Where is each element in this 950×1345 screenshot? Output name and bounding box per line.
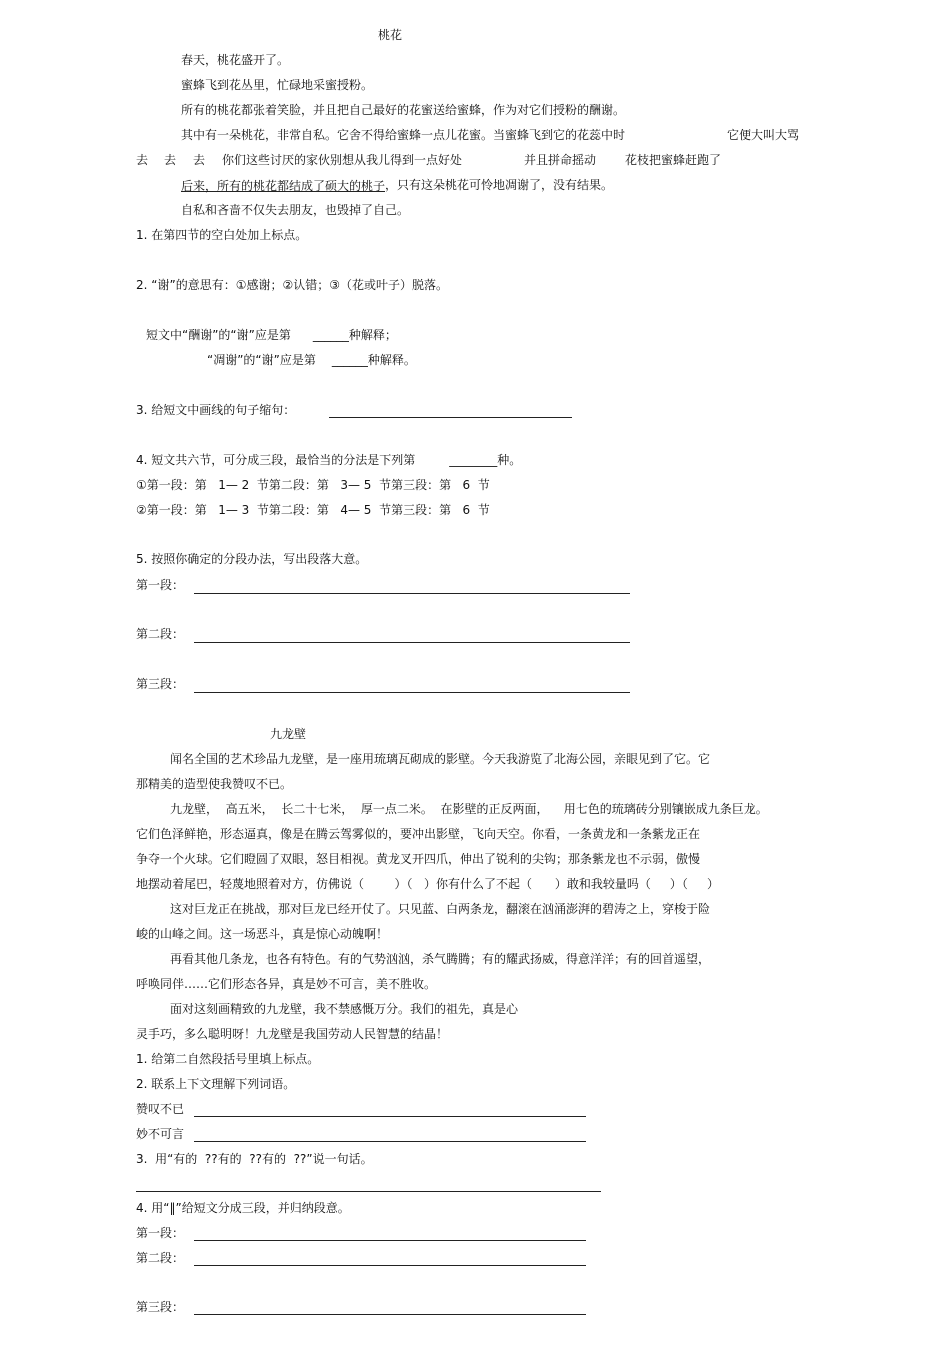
- passage1-para4-chase: 花枝把蜜蜂赶跑了: [625, 153, 722, 167]
- passage1-title: 桃花: [378, 28, 403, 42]
- p1-seg3-label: 第三段：: [136, 677, 185, 691]
- passage1-para4-word-qu3: 去: [193, 153, 206, 167]
- passage1-para4-word-qu2: 去: [164, 153, 177, 167]
- q2a-blank[interactable]: ______: [312, 328, 349, 342]
- q2b-prompt: “凋谢”的“谢”应是第: [207, 353, 316, 367]
- q2a-prompt: 短文中“酬谢”的“谢”应是第: [146, 328, 291, 342]
- passage2-title: 九龙壁: [270, 727, 307, 741]
- passage2-para2-line2: 它们色泽鲜艳，形态逼真，像是在腾云驾雾似的，要冲出影壁，飞向天空。你看，一条黄龙和一条紫龙正在: [136, 827, 701, 841]
- p2-seg2-line[interactable]: [194, 1265, 586, 1266]
- p1-question-2: 2. “谢”的意思有：①感谢；②认错；③（花或叶子）脱落。: [136, 278, 448, 292]
- p2-q3-answer-line[interactable]: [136, 1191, 601, 1192]
- passage1-para6: 自私和吝啬不仅失去朋友，也毁掉了自己。: [181, 203, 410, 217]
- q2-word-2-line[interactable]: [194, 1141, 586, 1142]
- passage2-para2-line1: 九龙壁， 高五米， 长二十七米， 厚一点二米。 在影壁的正反两面， 用七色的琉璃砖分别镶嵌成九条巨龙。: [170, 802, 768, 816]
- p2-seg1-label: 第一段：: [136, 1226, 185, 1240]
- passage2-para3-line1: 这对巨龙正在挑战，那对巨龙已经开仗了。只见蓝、白两条龙，翻滚在汹涌澎湃的碧涛之上，穿梭于险: [170, 902, 711, 916]
- q3-answer-line[interactable]: [329, 417, 572, 418]
- q2b-suffix: 种解释。: [367, 353, 416, 367]
- passage1-para4-line1-end: 它便大叫大骂: [727, 128, 800, 142]
- p2-question-2: 2. 联系上下文理解下列词语。: [136, 1077, 296, 1091]
- passage1-para2: 蜜蜂飞到花丛里，忙碌地采蜜授粉。: [181, 78, 374, 92]
- p1-question-1: 1. 在第四节的空白处加上标点。: [136, 228, 308, 242]
- q2-word-1: 赞叹不已: [136, 1102, 185, 1116]
- p2-question-4: 4. 用“‖”给短文分成三段，并归纳段意。: [136, 1201, 350, 1215]
- passage1-para4-speech: 你们这些讨厌的家伙别想从我儿得到一点好处: [222, 153, 463, 167]
- passage1-para5-rest: ，只有这朵桃花可怜地凋谢了，没有结果。: [385, 178, 614, 192]
- passage2-para2-line3: 争夺一个火球。它们瞪圆了双眼，怒目相视。黄龙叉开四爪，伸出了锐利的尖钩；那条紫龙也不示弱，傲慢: [136, 852, 701, 866]
- passage2-para1-line1: 闻名全国的艺术珍品九龙壁，是一座用琉璃瓦砌成的影壁。今天我游览了北海公园，亲眼见到了它。它: [170, 752, 711, 766]
- passage1-para4-shake: 并且拼命摇动: [524, 153, 597, 167]
- passage1-para3: 所有的桃花都张着笑脸，并且把自己最好的花蜜送给蜜蜂，作为对它们授粉的酬谢。: [181, 103, 626, 117]
- passage2-para3-line2: 峻的山峰之间。这一场恶斗，真是惊心动魄啊！: [136, 927, 389, 941]
- q4-option-2: ②第一段：第 1— 3 节第二段：第 4— 5 节第三段：第 6 节: [136, 503, 490, 517]
- p2-seg3-line[interactable]: [194, 1314, 586, 1315]
- p1-question-3: 3. 给短文中画线的句子缩句：: [136, 403, 296, 417]
- passage2-para1-line2: 那精美的造型使我赞叹不已。: [136, 777, 293, 791]
- q2-word-2: 妙不可言: [136, 1127, 185, 1141]
- p1-seg3-line[interactable]: [194, 692, 630, 693]
- passage1-para5: [181, 178, 613, 192]
- p1-seg2-line[interactable]: [194, 642, 630, 643]
- p1-seg1-label: 第一段：: [136, 578, 185, 592]
- q2b-blank[interactable]: ______: [331, 353, 368, 367]
- q4-suffix: 种。: [497, 453, 522, 467]
- q2a-suffix: 种解释；: [348, 328, 397, 342]
- passage2-para4-line1: 再看其他几条龙，也各有特色。有的气势汹汹，杀气腾腾；有的耀武扬威，得意洋洋；有的回首遥望，: [170, 952, 711, 966]
- passage2-para4-line2: 呼唤同伴……它们形态各异，真是妙不可言，美不胜收。: [136, 977, 437, 991]
- q4-blank[interactable]: ________: [449, 453, 498, 467]
- underlined-sentence: 后来，所有的桃花都结成了硕大的桃子: [181, 179, 386, 193]
- p2-question-1: 1. 给第二自然段括号里填上标点。: [136, 1052, 320, 1066]
- p1-seg2-label: 第二段：: [136, 627, 185, 641]
- passage1-para4-word-qu1: 去: [136, 153, 149, 167]
- p1-seg1-line[interactable]: [194, 593, 630, 594]
- p2-seg3-label: 第三段：: [136, 1300, 185, 1314]
- q2-word-1-line[interactable]: [194, 1116, 586, 1117]
- passage2-para5-line2: 灵手巧，多么聪明呀！九龙壁是我国劳动人民智慧的结晶！: [136, 1027, 449, 1041]
- passage2-para5-line1: 面对这刻画精致的九龙壁，我不禁感慨万分。我们的祖先，真是心: [170, 1002, 519, 1016]
- q4-prompt: 4. 短文共六节，可分成三段，最恰当的分法是下列第: [136, 453, 416, 467]
- p2-seg1-line[interactable]: [194, 1240, 586, 1241]
- p1-question-2a: [146, 328, 397, 342]
- p1-question-5: 5. 按照你确定的分段办法，写出段落大意。: [136, 552, 368, 566]
- passage2-para2-line4: 地摆动着尾巴，轻蔑地照着对方，仿佛说（ ）（ ）你有什么了不起（ ）敢和我较量吗（ ）（ ）: [136, 877, 719, 891]
- p2-question-3: 3. 用“有的 ??有的 ??有的 ??”说一句话。: [136, 1152, 373, 1166]
- p1-question-4: [136, 453, 521, 467]
- q4-option-1: ①第一段：第 1— 2 节第二段：第 3— 5 节第三段：第 6 节: [136, 478, 490, 492]
- passage1-para4-line1: 其中有一朵桃花，非常自私。它舍不得给蜜蜂一点儿花蜜。当蜜蜂飞到它的花蕊中时: [181, 128, 626, 142]
- p2-seg2-label: 第二段：: [136, 1251, 185, 1265]
- p1-question-2b: [207, 353, 416, 367]
- passage1-para1: 春天，桃花盛开了。: [181, 53, 290, 67]
